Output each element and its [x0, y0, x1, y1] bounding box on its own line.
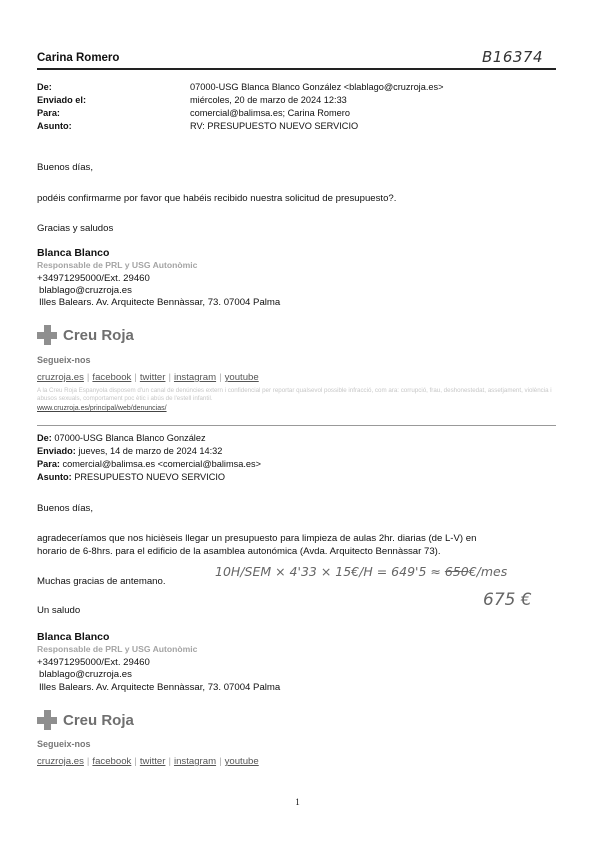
link-instagram[interactable]: instagram: [173, 372, 217, 383]
signature2-email[interactable]: blablago@cruzroja.es: [39, 669, 132, 680]
signature2-name: Blanca Blanco: [37, 631, 110, 643]
signature2-role: Responsable de PRL y USG Autonòmic: [37, 644, 198, 654]
sender-name: Carina Romero: [37, 52, 120, 64]
msg1-greeting: Buenos días,: [37, 162, 94, 173]
msg1-body: podéis confirmarme por favor que habéis recibido nuestra solicitud de presupuesto?.: [37, 193, 397, 204]
link-instagram[interactable]: instagram: [173, 756, 217, 767]
asunto-label: Asunto:: [37, 121, 72, 131]
msg2-thanks: Muchas gracias de antemano.: [37, 576, 166, 587]
hdr2-de: De: 07000-USG Blanca Blanco González: [37, 433, 206, 443]
msg2-body-line2: horario de 6-8hrs. para el edificio de la asamblea autonómica (Avda. Arquitecto Bennàssar 73).: [37, 546, 441, 557]
handwritten-total: 675 €: [483, 590, 532, 610]
para-label: Para:: [37, 108, 60, 118]
top-rule: [37, 68, 556, 70]
hdr2-para: Para: comercial@balimsa.es <comercial@balimsa.es>: [37, 459, 261, 469]
signature2-phone: +34971295000/Ext. 29460: [37, 657, 150, 668]
para-value: comercial@balimsa.es; Carina Romero: [190, 108, 350, 118]
link-cruzroja[interactable]: cruzroja.es: [37, 756, 84, 767]
hdr2-asunto: Asunto: PRESUPUESTO NUEVO SERVICIO: [37, 472, 226, 482]
link-youtube[interactable]: youtube: [224, 372, 259, 383]
link-twitter[interactable]: twitter: [139, 756, 166, 767]
msg1-closing: Gracias y saludos: [37, 223, 114, 234]
de-value: 07000-USG Blanca Blanco González <blablago@cruzroja.es>: [190, 82, 444, 92]
handwritten-code: B16374: [482, 48, 544, 66]
handwritten-calculation: 10H/SEM × 4'33 × 15€/H = 649'5 ≈ 650€/mes: [215, 564, 508, 579]
social-links-2: cruzroja.es | facebook | twitter | instagram | youtube: [37, 756, 259, 767]
de-label: De:: [37, 82, 52, 92]
red-cross-icon: [37, 710, 57, 730]
separator-rule: [37, 425, 556, 426]
creu-roja-logo-2: [37, 709, 134, 731]
signature-name: Blanca Blanco: [37, 247, 110, 259]
hdr2-enviado: Enviado: jueves, 14 de marzo de 2024 14:32: [37, 446, 223, 456]
logo-text-2: Creu Roja: [63, 711, 134, 729]
msg2-closing: Un saludo: [37, 605, 81, 616]
link-youtube[interactable]: youtube: [224, 756, 259, 767]
red-cross-icon: [37, 325, 57, 345]
signature-phone: +34971295000/Ext. 29460: [37, 273, 150, 284]
disclaimer-link[interactable]: www.cruzroja.es/principal/web/denuncias/: [37, 405, 167, 412]
enviado-label: Enviado el:: [37, 95, 87, 105]
link-facebook[interactable]: facebook: [92, 372, 132, 383]
signature-role: Responsable de PRL y USG Autonòmic: [37, 260, 198, 270]
signature-email[interactable]: blablago@cruzroja.es: [39, 285, 132, 296]
page-number: 1: [295, 797, 300, 807]
follow-label-2: Segueix-nos: [37, 739, 91, 749]
creu-roja-logo: [37, 324, 134, 346]
signature2-address: Illes Balears. Av. Arquitecte Bennàssar, 73. 07004 Palma: [39, 682, 281, 693]
signature-address: Illes Balears. Av. Arquitecte Bennàssar, 73. 07004 Palma: [39, 297, 281, 308]
link-cruzroja[interactable]: cruzroja.es: [37, 372, 84, 383]
logo-text: Creu Roja: [63, 326, 134, 344]
asunto-value: RV: PRESUPUESTO NUEVO SERVICIO: [190, 121, 359, 131]
msg2-body-line1: agradeceríamos que nos hicièseis llegar un presupuesto para limpieza de aulas 2hr. diarias (de L-V) en: [37, 533, 477, 544]
disclaimer-text: A la Creu Roja Espanyola disposem d'un canal de denúncies extern i confidencial per reportar qualsevol possible infracció, com ara: corrupció, frau, deshonestedat, assetjament, violència i abusos sexuals, comportament poc ètic i abús de l'estell infantil.: [37, 387, 552, 402]
social-links: cruzroja.es | facebook | twitter | instagram | youtube: [37, 372, 259, 383]
enviado-value: miércoles, 20 de marzo de 2024 12:33: [190, 95, 347, 105]
msg2-greeting: Buenos días,: [37, 503, 94, 514]
link-twitter[interactable]: twitter: [139, 372, 166, 383]
follow-label: Segueix-nos: [37, 355, 91, 365]
link-facebook[interactable]: facebook: [92, 756, 132, 767]
